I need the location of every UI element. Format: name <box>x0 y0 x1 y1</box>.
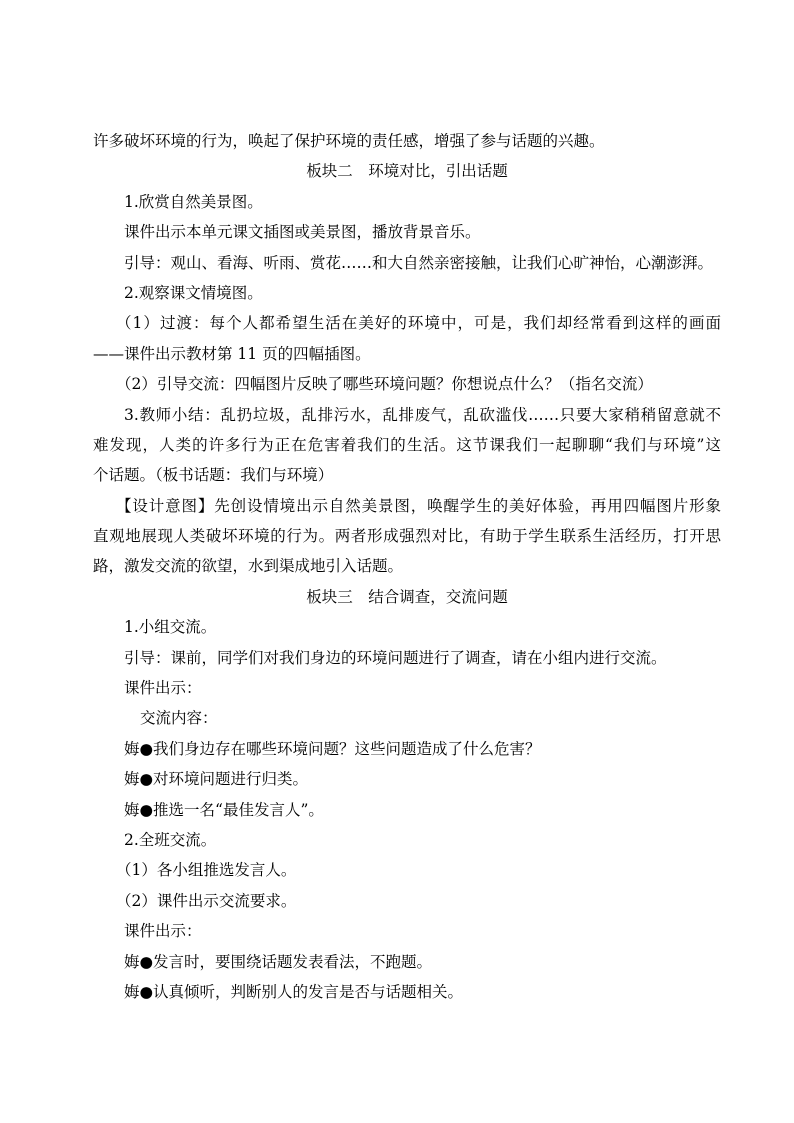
text-line: 路，激发交流的欲望，水到渠成地引入话题。 <box>93 557 404 576</box>
bullet-item: 娒●我们身边存在哪些环境问题？这些问题造成了什么危害？ <box>124 739 541 758</box>
text-line: （2）课件出示交流要求。 <box>116 891 297 910</box>
section-heading: 板块二 环境对比，引出话题 <box>306 162 508 181</box>
document-page <box>93 126 721 1007</box>
step-heading: 1.欣赏自然美景图。 <box>124 192 263 211</box>
text-line: 许多破坏环境的行为，唤起了保护环境的责任感，增强了参与话题的兴趣。 <box>93 132 605 150</box>
text-line: 引导：观山、看海、听雨、赏花……和大自然亲密接触，让我们心旷神怡，心潮澎湃。 <box>124 253 714 272</box>
bullet-item: 娒●认真倾听，判断别人的发言是否与话题相关。 <box>124 982 464 1001</box>
text-line: 难发现，人类的许多行为正在危害着我们的生活。这节课我们一起聊聊“我们与环境”这 <box>93 435 721 454</box>
bullet-item: 娒●推选一名“最佳发言人”。 <box>124 800 324 819</box>
section-heading: 板块三 结合调查，交流问题 <box>306 587 508 606</box>
text-line: （2）引导交流：四幅图片反映了哪些环境问题？你想说点什么？（指名交流） <box>116 375 653 394</box>
bullet-item: 娒●对环境问题进行归类。 <box>124 770 309 789</box>
text-line: 交流内容： <box>140 709 218 728</box>
text-line: 课件出示： <box>124 922 202 941</box>
step-heading: 1.小组交流。 <box>124 618 217 637</box>
text-line: 课件出示： <box>124 679 202 698</box>
text-line: 课件出示本单元课文插图或美景图，播放背景音乐。 <box>124 223 481 242</box>
step-heading: 2.全班交流。 <box>124 830 217 849</box>
bullet-item: 娒●发言时，要围绕话题发表看法，不跑题。 <box>124 952 433 971</box>
design-intent-line: 【设计意图】先创设情境出示自然美景图，唤醒学生的美好体验，再用四幅图片形象 <box>116 496 721 515</box>
step-heading: 2.观察课文情境图。 <box>124 283 263 302</box>
text-line: 3.教师小结：乱扔垃圾，乱排污水，乱排废气，乱砍滥伐……只要大家稍稍留意就不 <box>124 405 721 424</box>
text-line: （1）过渡：每个人都希望生活在美好的环境中，可是，我们却经常看到这样的画面 <box>116 314 721 333</box>
text-line: ——课件出示教材第 11 页的四幅插图。 <box>93 344 371 363</box>
text-line: （1）各小组推选发言人。 <box>116 861 297 880</box>
text-line: 引导：课前，同学们对我们身边的环境问题进行了调查，请在小组内进行交流。 <box>124 648 667 667</box>
text-line: 直观地展现人类破坏环境的行为。两者形成强烈对比，有助于学生联系生活经历，打开思 <box>93 527 721 546</box>
text-line: 个话题。（板书话题：我们与环境） <box>93 466 334 485</box>
